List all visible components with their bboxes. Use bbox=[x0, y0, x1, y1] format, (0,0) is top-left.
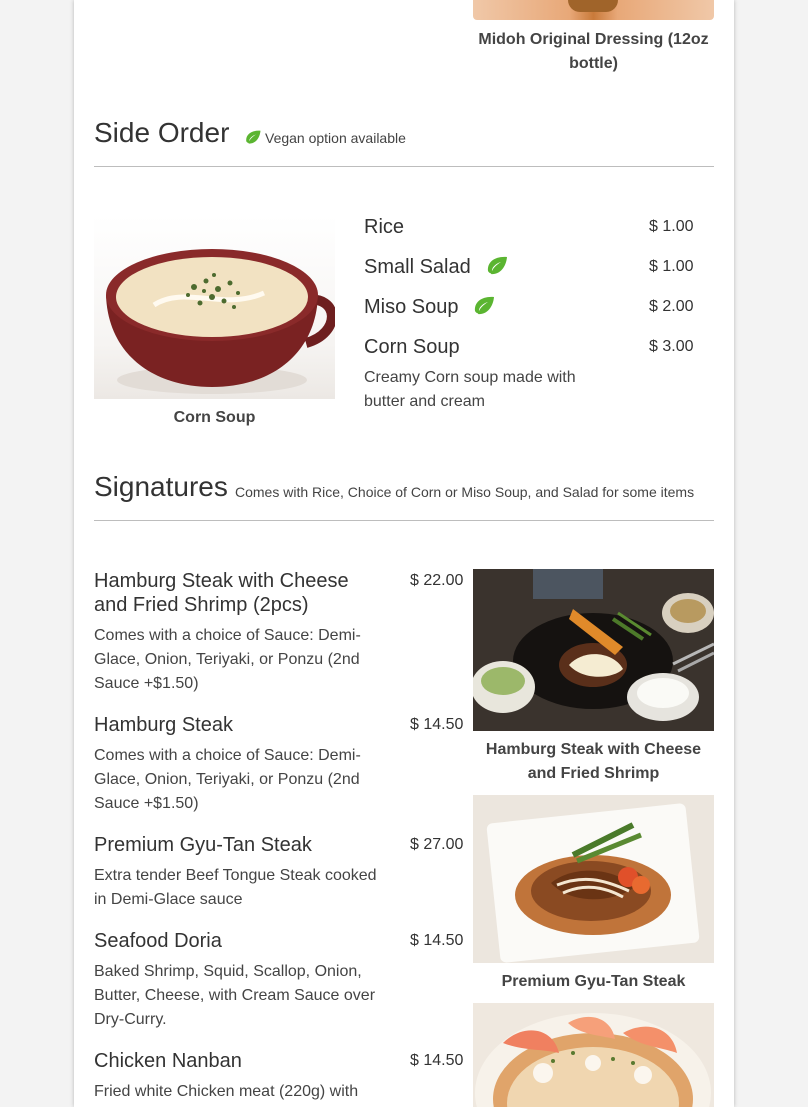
seafood-doria-photo bbox=[473, 1003, 714, 1107]
signatures-title: Signatures bbox=[94, 471, 228, 502]
vegan-note: Vegan option available bbox=[265, 130, 406, 146]
corn-soup-caption: Corn Soup bbox=[173, 409, 256, 426]
signature-item-price: $ 14.50 bbox=[410, 932, 464, 949]
side-order-title: Side Order bbox=[94, 117, 230, 148]
side-item-rice-name: Rice bbox=[364, 216, 405, 238]
leaf-icon bbox=[485, 256, 509, 276]
side-item-small-salad-price: $ 1.00 bbox=[649, 258, 694, 275]
signatures-divider bbox=[94, 520, 714, 521]
signature-item-price: $ 22.00 bbox=[410, 572, 464, 589]
signature-item-name: Hamburg Steak bbox=[94, 714, 233, 736]
menu-card bbox=[74, 0, 734, 1107]
corn-soup-photo bbox=[94, 215, 335, 399]
dressing-caption: Midoh Original Dressing (12oz bottle) bbox=[478, 31, 709, 72]
side-item-miso-soup-price: $ 2.00 bbox=[649, 298, 694, 315]
signature-item-name: Chicken Nanban bbox=[94, 1050, 242, 1072]
signature-item-desc: Extra tender Beef Tongue Steak cooked in Demi-Glace sauce bbox=[94, 867, 377, 908]
hamburg-steak-photo bbox=[473, 569, 714, 731]
side-item-rice-price: $ 1.00 bbox=[649, 218, 694, 235]
signature-item-desc: Fried white Chicken meat (220g) with bbox=[94, 1083, 359, 1100]
dressing-photo bbox=[473, 0, 714, 20]
hamburg-steak-caption: Hamburg Steak with Cheese and Fried Shrimp bbox=[485, 741, 702, 782]
signature-item-desc: Comes with a choice of Sauce: Demi-Glace, Onion, Teriyaki, or Ponzu (2nd Sauce +$1.50) bbox=[94, 747, 361, 812]
signature-item-price: $ 14.50 bbox=[410, 1052, 464, 1069]
signature-item-name: Premium Gyu-Tan Steak bbox=[94, 834, 312, 856]
signature-item-desc: Comes with a choice of Sauce: Demi-Glace, Onion, Teriyaki, or Ponzu (2nd Sauce +$1.50) bbox=[94, 627, 361, 692]
side-item-miso-soup-name: Miso Soup bbox=[364, 296, 459, 318]
leaf-icon bbox=[244, 130, 262, 145]
signatures-note: Comes with Rice, Choice of Corn or Miso Soup, and Salad for some items bbox=[235, 484, 695, 500]
side-item-corn-soup-name: Corn Soup bbox=[364, 336, 460, 358]
signature-item-desc: Baked Shrimp, Squid, Scallop, Onion, Butter, Cheese, with Cream Sauce over Dry-Curry. bbox=[94, 963, 376, 1028]
signature-item-name: Hamburg Steak with Cheese and Fried Shrimp (2pcs) bbox=[94, 570, 349, 616]
gyu-tan-photo bbox=[473, 795, 714, 963]
signature-item-price: $ 27.00 bbox=[410, 836, 464, 853]
side-item-corn-soup-desc: Creamy Corn soup made with butter and cream bbox=[364, 369, 576, 410]
leaf-icon bbox=[472, 296, 496, 316]
signature-item-price: $ 14.50 bbox=[410, 716, 464, 733]
side-item-corn-soup-price: $ 3.00 bbox=[649, 338, 694, 355]
side-order-divider bbox=[94, 166, 714, 167]
gyu-tan-caption: Premium Gyu-Tan Steak bbox=[501, 973, 686, 990]
side-item-small-salad-name: Small Salad bbox=[364, 256, 471, 278]
signature-item-name: Seafood Doria bbox=[94, 930, 222, 952]
